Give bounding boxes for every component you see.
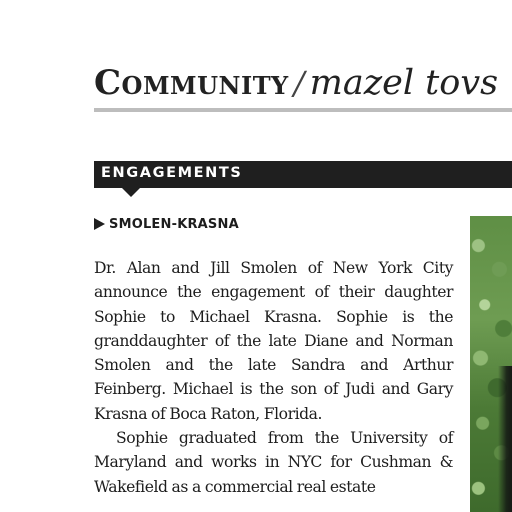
paragraph: Sophie graduated from the University of Maryland and works in NYC for Cushman & Wakefield as a commercial real estate <box>94 429 453 496</box>
article-body <box>94 256 453 499</box>
header-rule <box>94 108 512 112</box>
section-name: Community <box>94 63 289 103</box>
arrow-right-icon <box>94 218 105 230</box>
header-separator: / <box>293 64 305 102</box>
paragraph: Dr. Alan and Jill Smolen of New York City announce the engagement of their daughter Sophie to Michael Krasna. Sophie is the granddaughter of the late Diane and Norman Smolen and the late Sandra and Arthur Feinberg. Michael is the son of Judi and Gary Krasna of Boca Raton, Florida. <box>94 259 453 423</box>
subsection-name: mazel tovs <box>309 63 499 103</box>
couple-photo <box>470 216 512 512</box>
page-header <box>94 63 499 103</box>
article-heading <box>94 216 239 232</box>
photo-shadow <box>498 366 512 512</box>
category-label: ENGAGEMENTS <box>101 165 243 181</box>
category-pointer-icon <box>122 188 140 197</box>
article-title: SMOLEN-KRASNA <box>109 216 239 232</box>
